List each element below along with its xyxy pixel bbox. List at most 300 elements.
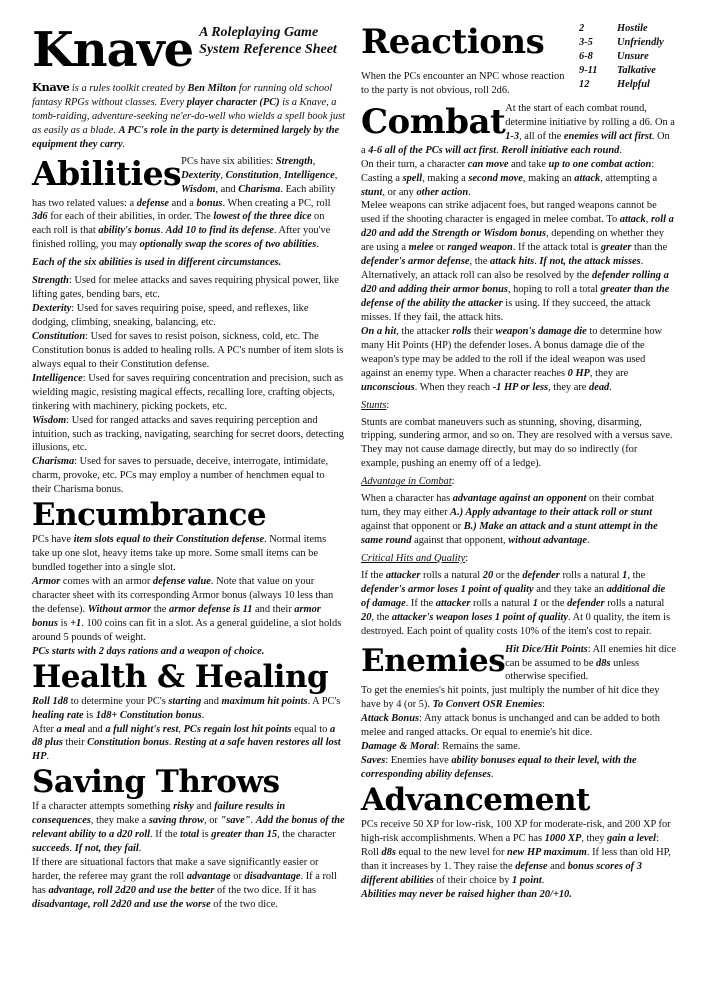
text-run: a meal — [56, 723, 86, 735]
text-run: , the character — [277, 829, 336, 841]
text-run: for running old school fantasy RPGs without classes. Every — [32, 83, 333, 108]
text-run: On their turn, a character — [361, 158, 468, 170]
text-run: healing rate — [32, 709, 84, 721]
text-run: . — [280, 183, 283, 195]
text-run: on each roll is that — [32, 211, 325, 237]
text-run: , they make a — [90, 815, 149, 827]
text-run: Add 10 to find its defense — [165, 225, 274, 237]
dexterity-entry — [32, 302, 346, 330]
text-run: optionally swap the scores of two abilities — [139, 239, 317, 251]
intro-paragraph — [32, 80, 346, 152]
text-run: Reroll initiative each round — [501, 144, 620, 156]
enemies-section — [361, 643, 676, 782]
text-run: . — [609, 381, 612, 393]
reaction-row — [579, 50, 664, 64]
reaction-label: Unsure — [617, 51, 649, 62]
reactions-section — [361, 22, 676, 98]
text-run: Wisdom — [181, 183, 216, 195]
text-run: . — [168, 737, 175, 749]
text-run: , depending on whether they are using a — [361, 228, 665, 254]
text-run: d8s — [596, 657, 611, 669]
text-run: roll a d20 and add the Strength or Wisdom bonus — [361, 214, 674, 240]
critical-heading: Critical Hits and Quality: — [361, 552, 469, 564]
text-run: advantage against an opponent — [452, 493, 587, 505]
reaction-label: Hostile — [617, 23, 648, 34]
text-run: -1 HP or less — [492, 381, 549, 393]
reactions-heading: Reactions — [361, 22, 545, 62]
text-run: . — [468, 186, 471, 198]
ability-name: Strength — [32, 275, 69, 287]
encumbrance-paragraph-1 — [32, 533, 346, 575]
text-run: . — [534, 256, 540, 268]
text-run: Intelligence — [283, 169, 335, 181]
text-run: rolls a natural — [604, 597, 665, 609]
text-run: new HP maximum — [507, 846, 587, 858]
text-run: PCs regain lost hit points — [183, 723, 292, 735]
text-run: PCs receive 50 XP for low-risk, 100 XP for moderate-risk, and 200 XP for high-risk accomplishments. When a PC has — [361, 818, 671, 844]
text-run: failure results in consequences — [32, 801, 286, 827]
text-run: B.) Make an attack and a stunt attempt in the same round — [361, 521, 658, 546]
text-run: . If less than old HP, than it increases by 1. They raise the — [361, 846, 671, 872]
text-run: At the start of each combat round, determine initiative by rolling a d6. On a — [505, 102, 675, 128]
ability-name: Dexterity — [32, 303, 72, 315]
text-run: defender — [522, 569, 560, 581]
text-run: greater than the defense of the ability the attacker — [361, 284, 670, 309]
text-run: advantage, roll 2d20 and use the better — [48, 884, 215, 896]
text-run: attacker — [435, 597, 471, 609]
text-run: Damage & Moral — [361, 741, 437, 753]
text-run: . — [46, 751, 50, 763]
wisdom-entry — [32, 414, 346, 456]
text-run: , — [334, 169, 338, 181]
text-run: stunt — [361, 186, 383, 198]
reaction-range: 6-8 — [579, 51, 593, 62]
ability-name: Charisma — [32, 456, 75, 468]
text-run: : Casting a — [361, 158, 655, 184]
text-run: against that opponent, — [411, 535, 509, 546]
left-column — [32, 22, 346, 912]
text-run: unconscious — [361, 381, 415, 393]
text-run: : Used for saves to resist poison, sickness, cold, etc. The Constitution bonus is added to healing rolls. A PC's number of item slots is always equal to their Constitution defense. — [32, 330, 344, 370]
encumbrance-heading: Encumbrance — [32, 497, 267, 534]
text-run: ability bonuses equal to their level, with the corresponding ability defenses — [361, 755, 637, 780]
text-run: attack — [619, 214, 646, 226]
text-run: bonus — [196, 197, 223, 209]
text-run: . A PC's — [307, 695, 341, 707]
text-run: and take — [508, 158, 549, 170]
text-run: . — [316, 239, 319, 251]
text-run: . — [138, 843, 142, 855]
text-run: , all of the — [519, 130, 564, 142]
text-run: ability's bonus — [98, 225, 161, 237]
text-run: attack hits — [490, 256, 535, 268]
text-run: d8s — [381, 846, 396, 858]
text-run: : Used for melee attacks and saves requiring physical power, like lifting gates, bending bars, etc. — [32, 275, 339, 301]
text-run: can move — [467, 158, 509, 170]
text-run: Constitution bonus — [87, 737, 169, 749]
text-run: and — [85, 723, 106, 735]
subtitle-line-2: System Reference Sheet — [199, 42, 337, 57]
health-section — [32, 659, 346, 765]
enemies-hit-points — [361, 684, 676, 712]
text-run: . After you've finished rolling, you may — [32, 225, 331, 251]
text-run: equal to the new level for — [395, 846, 508, 858]
text-run: : — [542, 699, 546, 711]
text-run: +1 — [70, 617, 82, 629]
text-run: spell — [402, 172, 423, 184]
text-run: : All enemies hit dice can be assumed to be — [505, 643, 677, 669]
text-run: defender rolling a d20 and adding their armor bonus — [361, 270, 669, 296]
text-run: attack — [574, 172, 601, 184]
text-run: When a character has — [361, 493, 453, 505]
combat-section — [361, 102, 676, 639]
text-run: . — [490, 769, 494, 780]
text-run: ranged weapon — [447, 242, 513, 254]
text-run: bonus scores of 3 different abilities — [361, 860, 642, 886]
text-run: succeeds — [32, 843, 70, 855]
saving-throws-section — [32, 764, 346, 912]
text-run: on their combat turn, they may either — [361, 493, 655, 519]
text-run: Strength — [275, 155, 313, 167]
text-run: dead — [589, 381, 610, 393]
text-run: rolls a natural — [559, 569, 623, 581]
right-column — [361, 22, 676, 902]
text-run: is a Knave, a tomb-raiding, adventure-seeking ne'er-do-well who wields a spell book just as easily as a blade. — [32, 96, 346, 136]
text-run: , — [178, 723, 184, 735]
reaction-range: 9-11 — [579, 65, 598, 76]
text-run: or the — [493, 569, 523, 581]
text-run: and a — [169, 197, 197, 209]
text-run: , attempting a — [600, 172, 658, 184]
abilities-section — [32, 155, 346, 498]
text-run: Add the bonus of the relevant ability to a d20 roll — [32, 815, 345, 841]
text-run: rolls — [452, 325, 472, 337]
text-run: 1 — [532, 597, 538, 609]
stunts-text: Stunts are combat maneuvers such as stunning, shoving, disarming, tripping, sundering armor, and so on. They are resolved with a versus save. They may not cause damage directly, but may do so indirectly (for example, pushing an enemy off of a ledge). — [361, 416, 673, 470]
text-run: Saves — [361, 755, 386, 767]
text-run: PCs have six abilities: — [181, 155, 276, 167]
subsection-title: Stunts — [361, 399, 387, 411]
text-run: starting — [168, 695, 202, 707]
text-run: If a character attempts something — [32, 801, 174, 813]
text-run: for each of their abilities, in order. The — [47, 211, 214, 223]
text-run: , they are — [589, 367, 629, 379]
text-run: up to one combat action — [548, 158, 652, 170]
text-run: Resting at a safe haven restores all lost HP — [32, 737, 341, 763]
text-run: , they — [581, 832, 607, 844]
combat-turn — [361, 158, 676, 200]
text-run: 0 HP — [567, 367, 590, 379]
text-run: melee — [408, 242, 434, 254]
combat-alternative — [361, 269, 676, 325]
reaction-range: 12 — [579, 79, 590, 90]
intelligence-entry — [32, 372, 346, 414]
text-run: . At 0 quality, the item is destroyed. Each point of quality costs 10% of the item's cost to repair. — [361, 611, 671, 637]
text-run: : Used for saves requiring poise, speed, and reflexes, like dodging, climbing, sneaking, balancing, etc. — [32, 303, 309, 328]
title-block — [32, 22, 346, 80]
text-run: saving throw — [148, 815, 205, 827]
reaction-row — [579, 22, 664, 36]
text-run: , the — [469, 256, 491, 268]
encumbrance-paragraph-3 — [32, 645, 346, 659]
text-run: defender's armor loses 1 point of quality — [361, 583, 534, 595]
text-run: and — [201, 695, 222, 707]
text-run: defense value — [152, 576, 211, 587]
text-run: If the — [361, 569, 386, 581]
text-run: other action — [416, 186, 469, 198]
encumbrance-paragraph-2 — [32, 575, 346, 645]
text-run: , — [645, 214, 651, 226]
reactions-table — [579, 22, 664, 92]
text-run: is — [83, 709, 96, 721]
text-run: is using. If they succeed, the attack misses. If they fail, the attack hits. — [361, 298, 651, 323]
text-run: Each ability has two related values: a — [32, 183, 336, 209]
subsection-title: Advantage in Combat — [361, 476, 452, 488]
reaction-row — [579, 36, 664, 50]
text-run: unless otherwise specified. — [505, 657, 640, 683]
text-run: : Used for saves requiring concentration and precision, such as wielding magic, resisting magical effects, recalling lore, crafting objects, tinkering with machinery, picking pockets, etc. — [32, 372, 344, 412]
critical-text — [361, 569, 676, 639]
text-run: and — [547, 860, 568, 872]
text-run: gain a level — [607, 832, 657, 844]
text-run: : Enemies have — [385, 755, 452, 767]
text-run: 3d6 — [32, 211, 48, 223]
text-run: , — [278, 169, 284, 181]
text-run: advantage — [186, 871, 231, 882]
text-run: of the two dice. If it has — [214, 884, 316, 896]
ability-name: Intelligence — [32, 372, 83, 384]
enemies-attack-bonus — [361, 712, 676, 740]
text-run: Armor — [32, 576, 61, 587]
text-run: , and — [215, 183, 239, 195]
page-title: Knave — [32, 22, 194, 78]
text-run: A.) Apply advantage to their attack roll or stunt — [450, 507, 653, 519]
text-run: PCs have — [32, 534, 74, 546]
text-run: 20 — [361, 611, 372, 623]
text-run: : Used for saves to persuade, deceive, interrogate, intimidate, charm, provoke, etc. PCs may employ a number of henchmen equal to their Charisma bonus. — [32, 456, 329, 496]
text-run: . When they reach — [414, 381, 493, 393]
text-run: equal to — [291, 723, 330, 735]
text-run: 4-6 all of the PCs will act first — [368, 144, 497, 156]
text-run: risky — [173, 801, 194, 813]
text-run: , hoping to roll a total — [507, 284, 601, 296]
text-run: maximum hit points — [221, 695, 308, 707]
text-run: weapon's damage die — [495, 325, 587, 337]
text-run: , or — [204, 815, 221, 827]
reaction-label: Helpful — [617, 79, 650, 90]
text-run: , or any — [382, 186, 417, 198]
text-run: their — [62, 737, 88, 749]
text-run: than the — [631, 242, 668, 254]
text-run: is — [199, 829, 212, 841]
text-run: a d8 plus — [32, 723, 336, 749]
reactions-text: When the PCs encounter an NPC whose reaction to the party is not obvious, roll 2d6. — [361, 71, 565, 96]
text-run: If there are situational factors that make a save significantly easier or harder, the referee may grant the roll — [32, 857, 319, 882]
text-run: 1 — [622, 569, 628, 581]
text-run: and they take an — [533, 583, 607, 595]
text-run: of the two dice. — [210, 898, 278, 910]
text-run: . — [496, 144, 502, 156]
text-run: Without armor — [87, 603, 152, 615]
text-run: 1 point — [512, 874, 542, 886]
text-run: is — [58, 617, 71, 629]
text-run: Hit Dice/Hit Points — [505, 643, 588, 655]
author-name: Ben Milton — [187, 83, 237, 94]
text-run: lowest of the three dice — [213, 211, 312, 223]
text-run: . — [201, 709, 205, 721]
text-run: . — [640, 256, 644, 268]
health-paragraph-1 — [32, 695, 346, 723]
strength-entry — [32, 274, 346, 302]
health-heading: Health & Healing — [32, 658, 329, 695]
text-run: 1d8+ Constitution bonus — [95, 709, 202, 721]
subtitle — [199, 24, 337, 58]
reaction-range: 2 — [579, 23, 585, 34]
text-run: : Used for ranged attacks and saves requiring perception and intuition, such as tracking, navigating, searching for secret doors, detecting illusions, etc. — [32, 414, 344, 454]
text-run: 1-3 — [505, 130, 520, 142]
text-run: to determine your PC's — [68, 695, 169, 707]
text-run: additional die of damage — [361, 583, 666, 609]
text-run: defense — [136, 197, 170, 209]
text-run: or the — [537, 597, 568, 609]
text-run: Melee weapons can strike adjacent foes, but ranged weapons cannot be used if the shooting character is engaged in melee combat. To — [361, 200, 657, 226]
text-run: armor bonus — [32, 603, 321, 629]
text-run: to determine how many Hit Points (HP) the defender loses. A bonus damage die of the weapon's type may be added to the roll if the ideal weapon was used against an enemy type. When a character reaches — [361, 325, 663, 379]
text-run: against that opponent or — [361, 521, 464, 533]
text-run: defender — [567, 597, 605, 609]
text-run: PCs starts with 2 days rations and a weapon of choice. — [32, 645, 265, 657]
text-run: To Convert OSR Enemies — [432, 699, 543, 711]
subtitle-line-1: A Roleplaying Game — [199, 25, 319, 40]
text-run: , making an — [522, 172, 575, 184]
text-run: . — [619, 144, 622, 156]
text-run: 1000 XP — [544, 832, 582, 844]
advancement-section — [361, 782, 676, 902]
text-run: , the — [371, 611, 392, 623]
text-run: . — [587, 535, 590, 546]
text-run: Each of the six abilities is used in different circumstances. — [32, 257, 282, 269]
advancement-heading: Advancement — [361, 781, 590, 818]
text-run: . Normal items take up one slot, heavy items take up more. Some small items can be bundled together into a single slot. — [32, 534, 327, 574]
text-run: Roll 1d8 — [32, 695, 69, 707]
text-run: , making a — [422, 172, 469, 184]
text-run: . If a roll has — [32, 871, 337, 896]
knave-wordmark: Knave — [32, 80, 70, 94]
text-run: or — [433, 242, 448, 254]
text-run: . — [69, 843, 75, 855]
reaction-label: Unfriendly — [617, 37, 664, 48]
encumbrance-section — [32, 497, 346, 658]
text-run: armor defense is 11 — [169, 603, 253, 615]
enemies-damage-moral — [361, 740, 676, 754]
text-run: Attack Bonus — [361, 713, 420, 725]
text-run: Charisma — [238, 183, 281, 195]
combat-damage — [361, 325, 676, 395]
text-run: : Remains the same. — [436, 741, 521, 753]
text-run: rolls a natural — [420, 569, 483, 581]
combat-heading: Combat — [361, 101, 506, 142]
charisma-entry — [32, 455, 346, 497]
reaction-row — [579, 64, 664, 78]
text-run: On a hit — [361, 325, 397, 337]
text-run: greater than 15 — [211, 829, 278, 841]
reaction-range: 3-5 — [579, 37, 593, 48]
text-run: . — [160, 225, 166, 237]
text-run: and — [193, 801, 215, 813]
text-run: defender's armor defense — [361, 256, 470, 268]
text-run: enemies will act first — [563, 130, 652, 142]
text-run: After — [32, 723, 57, 735]
text-run: . Note that value on your character sheet with its corresponding Armor bonus (always 10 less than the defense). — [32, 576, 334, 615]
saving-throws-heading: Saving Throws — [32, 764, 280, 801]
text-run: . 100 coins can fit in a slot. As a general guideline, a slot holds around 5 pounds of weight. — [32, 617, 342, 643]
text-run: . When creating a PC, roll — [222, 197, 331, 209]
text-run: . — [541, 874, 545, 886]
subsection-title: Critical Hits and Quality — [361, 552, 466, 564]
text-run: player character (PC) — [186, 96, 280, 108]
text-run: their — [471, 325, 496, 337]
text-run: of their choice by — [433, 874, 513, 886]
combat-attack — [361, 199, 676, 269]
text-run: comes with an armor — [60, 576, 153, 587]
text-run: . If the — [150, 829, 181, 841]
text-run: 20 — [482, 569, 494, 581]
text-run: . — [250, 815, 256, 827]
ability-name: Wisdom — [32, 414, 67, 426]
reaction-label: Talkative — [617, 65, 656, 76]
text-run: , — [312, 155, 316, 167]
text-run: is a rules toolkit created by — [69, 83, 188, 94]
text-run: If not, they fail — [74, 843, 139, 855]
abilities-usage-note — [32, 256, 346, 270]
text-run: , — [220, 169, 226, 181]
text-run: , they are — [548, 381, 590, 393]
text-run: and their — [252, 603, 295, 615]
text-run: attacker's weapon loses 1 point of quality — [391, 611, 568, 623]
text-run: Dexterity — [181, 169, 221, 181]
enemies-saves — [361, 754, 676, 782]
text-run: or — [230, 871, 245, 882]
text-run: the — [151, 603, 170, 615]
text-run: . — [122, 138, 126, 150]
text-run: : Any attack bonus is unchanged and can be added to both melee and ranged attacks. Or equal to enemie's hit dice. — [361, 713, 660, 739]
text-run: defense — [515, 860, 548, 872]
text-run: Alternatively, an attack roll can also be resolved by the — [361, 270, 593, 282]
health-paragraph-2 — [32, 723, 346, 765]
text-run: a full night's rest — [105, 723, 179, 735]
text-run: , the — [627, 569, 646, 581]
text-run: . If the attack total is — [512, 242, 601, 254]
enemies-heading: Enemies — [361, 642, 506, 679]
text-run: Abilities may never be raised higher than 20/+10. — [361, 888, 572, 900]
text-run: . On a — [361, 130, 670, 156]
text-run: total — [180, 829, 200, 841]
text-run: To get the enemies's hit points, just multiply the number of hit dice they have by 4 (or 5). — [361, 685, 660, 711]
text-run: greater — [600, 242, 632, 254]
text-run: Constitution — [225, 169, 279, 181]
text-run: : Roll — [361, 832, 659, 858]
advantage-heading: Advantage in Combat: — [361, 476, 455, 488]
text-run: "save" — [220, 815, 251, 827]
text-run: disadvantage, roll 2d20 and use the worse — [32, 898, 211, 910]
text-run: If not, the attack misses — [539, 256, 641, 268]
text-run: A PC's role in the party is determined largely by the equipment they carry — [32, 124, 340, 150]
ability-name: Constitution — [32, 330, 86, 342]
text-run: item slots equal to their Constitution defense — [73, 534, 265, 546]
text-run: disadvantage — [244, 871, 301, 882]
stunts-heading: Stunts: — [361, 399, 390, 411]
text-run: rolls a natural — [470, 597, 533, 609]
